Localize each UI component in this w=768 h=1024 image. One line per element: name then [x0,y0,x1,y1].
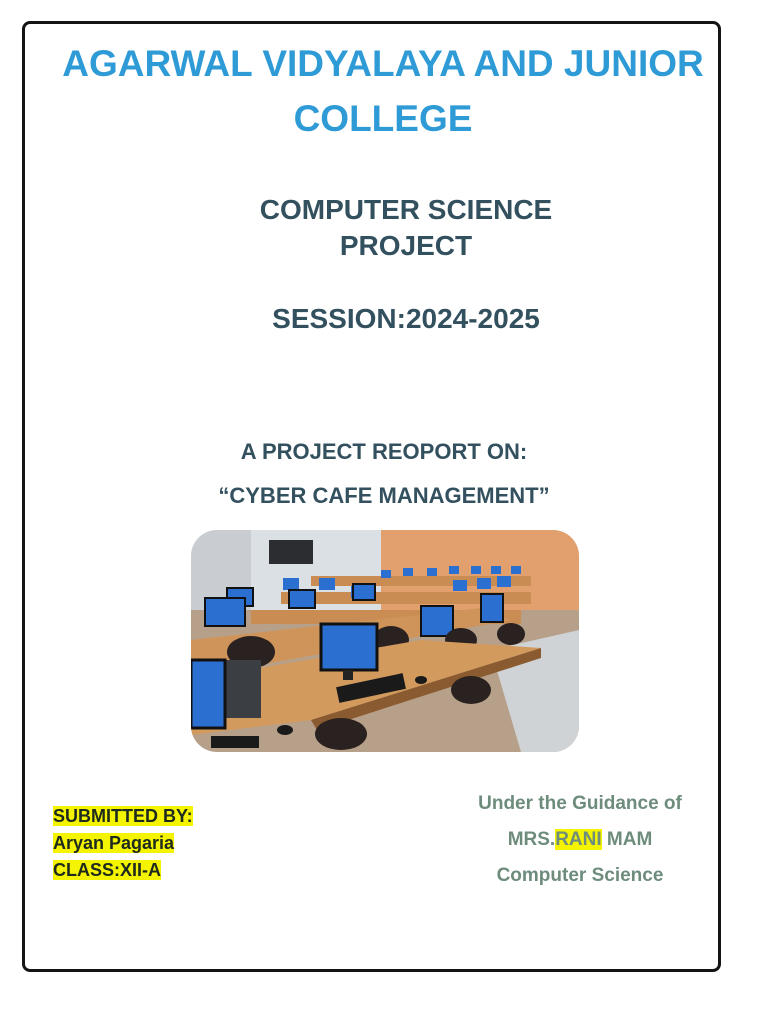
school-name [30,36,736,146]
teacher-prefix: MRS. [507,829,556,850]
school-name-line2: COLLEGE [293,98,473,139]
student-name: Aryan Pagaria [53,833,175,853]
department: Computer Science [496,865,664,886]
teacher-name: RANI [555,829,602,850]
session-label: SESSION:2024-2025 [272,303,540,334]
report-title: “CYBER CAFE MANAGEMENT” [218,483,550,508]
guidance-block [450,786,710,894]
project-subject [150,192,662,264]
school-name-line1: AGARWAL VIDYALAYA AND JUNIOR [62,43,704,84]
submitted-block [53,803,193,884]
computer-lab-photo [191,530,579,752]
student-class: CLASS:XII-A [53,860,161,880]
guidance-label: Under the Guidance of [478,793,682,814]
subject-line1: COMPUTER SCIENCE [259,194,553,225]
teacher-line [450,822,710,858]
teacher-suffix: MAM [601,829,653,850]
submitted-label: SUBMITTED BY: [53,806,193,826]
report-heading [150,430,618,518]
subject-line2: PROJECT [339,230,473,261]
report-intro: A PROJECT REOPORT ON: [240,439,528,464]
